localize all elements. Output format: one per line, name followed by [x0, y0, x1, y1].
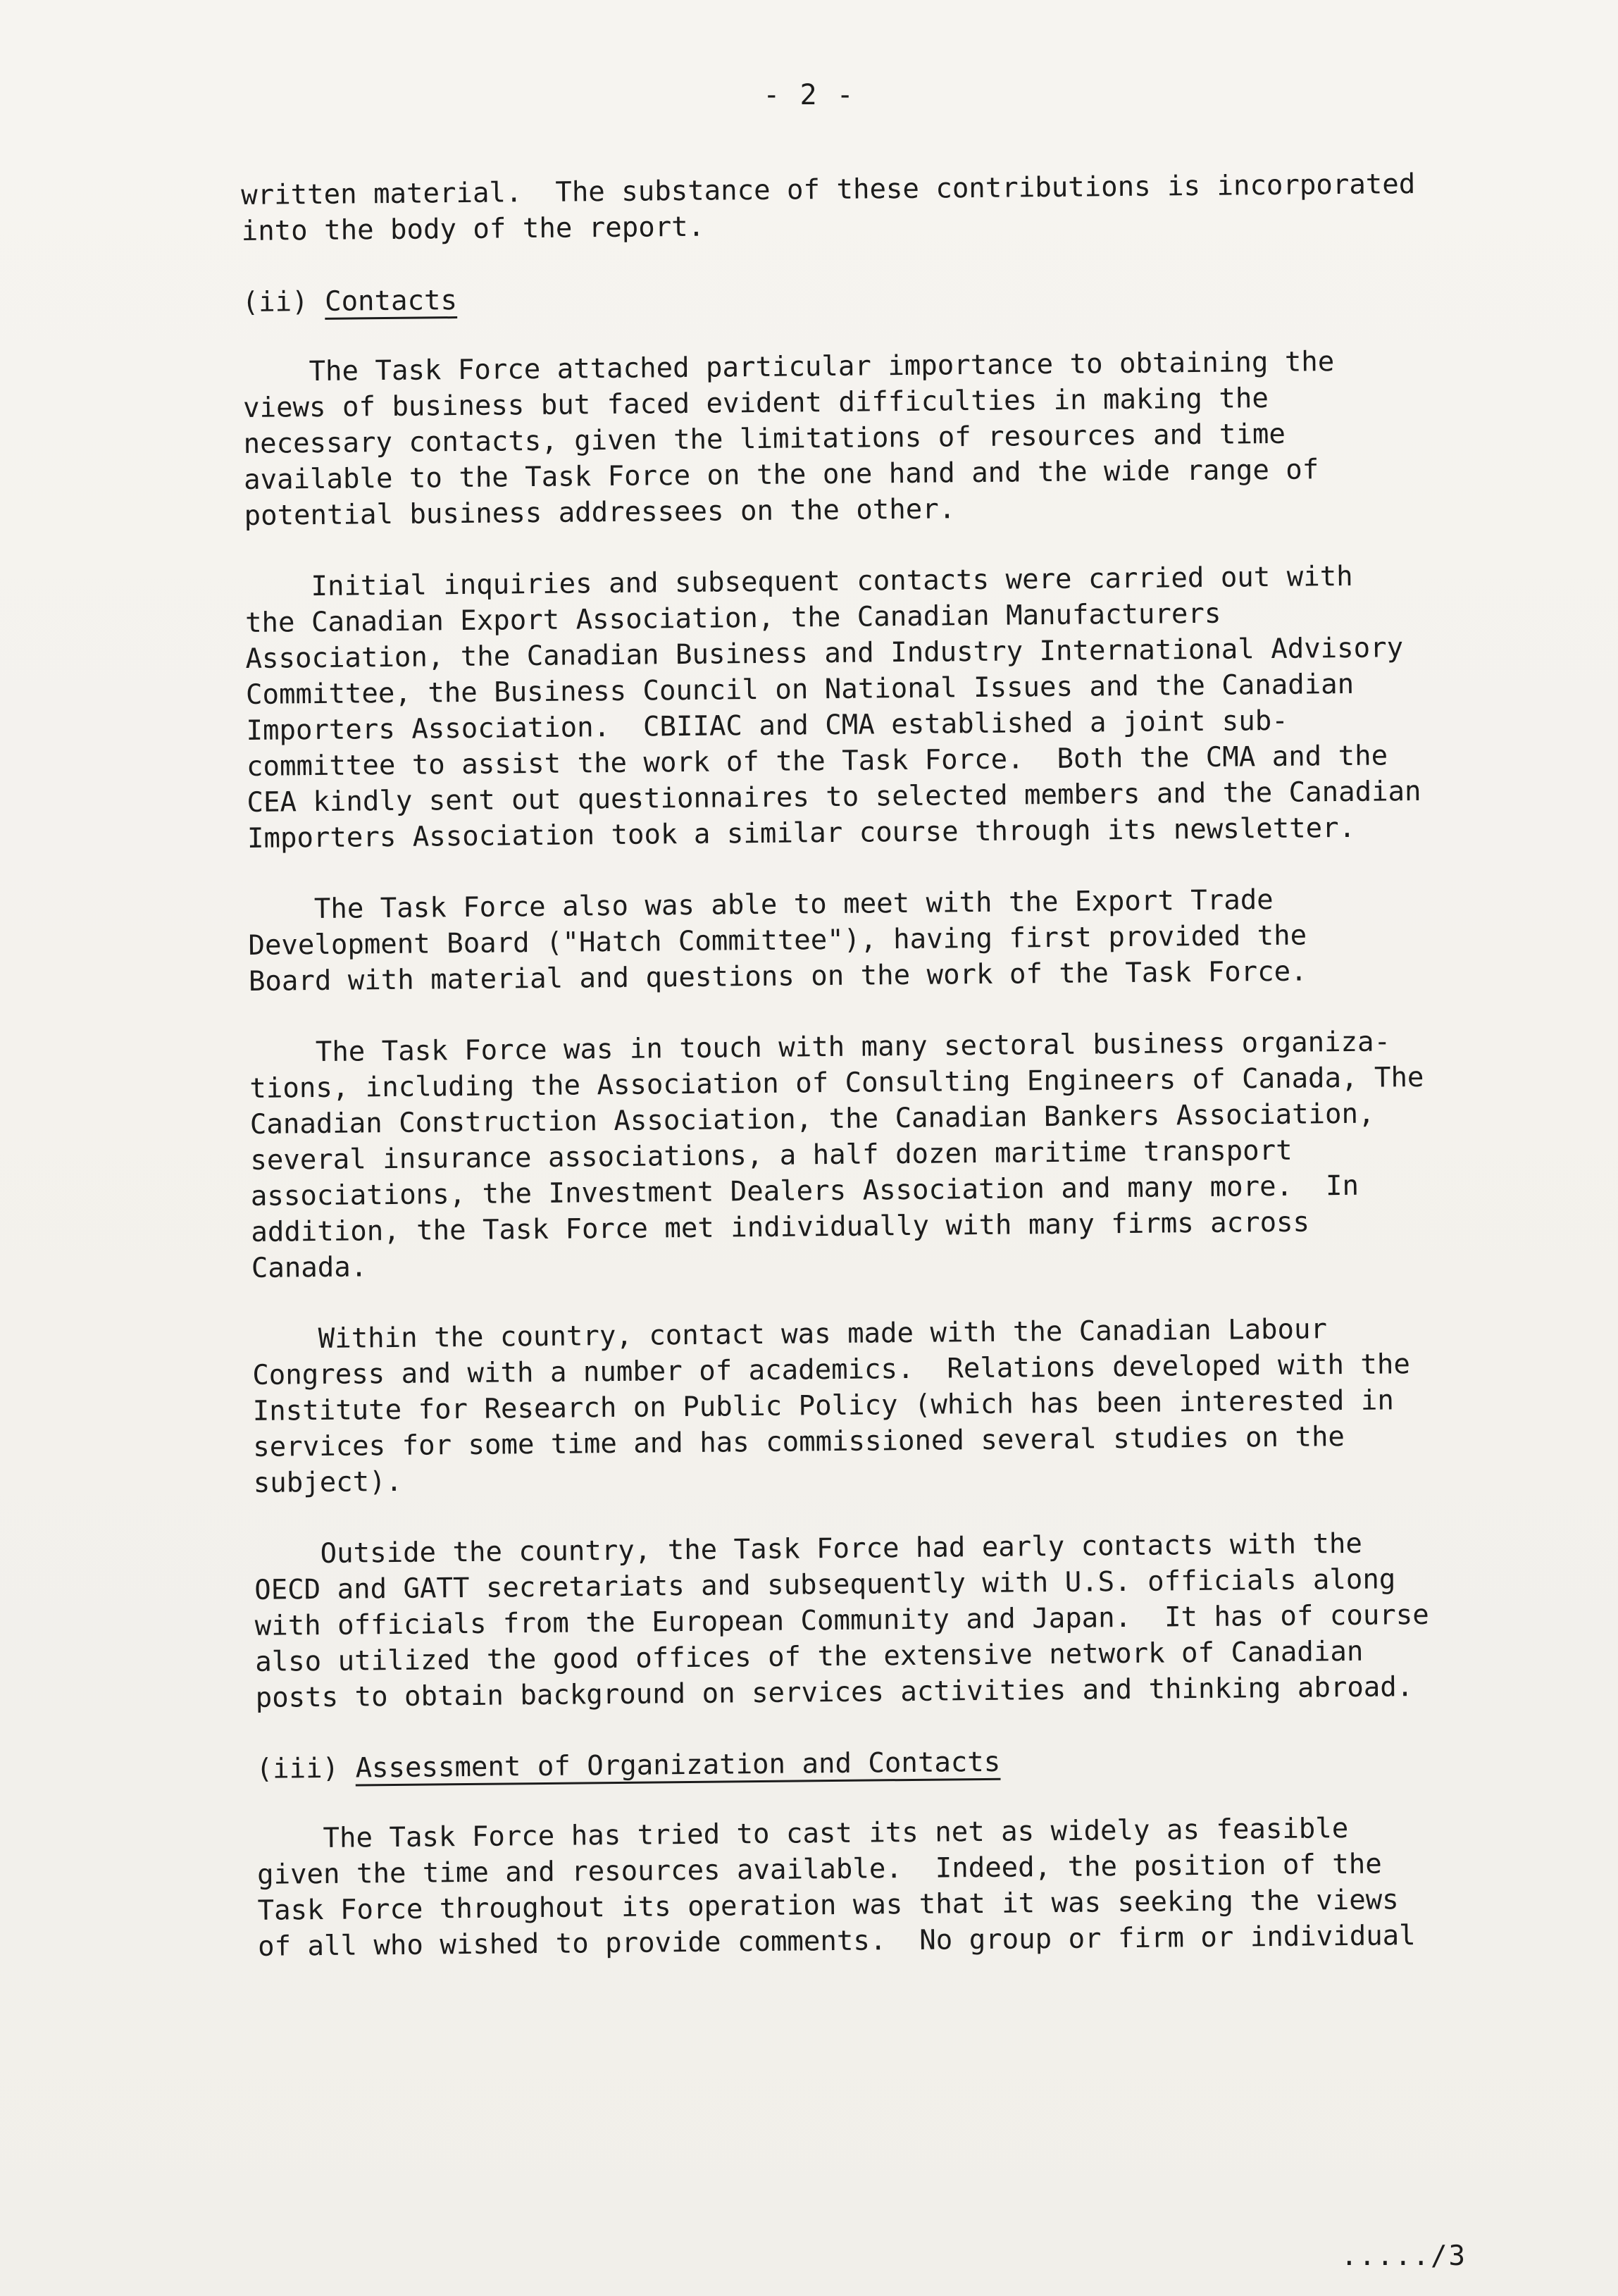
paragraph [244, 557, 1515, 857]
paragraph [248, 880, 1517, 1000]
text-line: services for some time and has commissioned several studies on the [253, 1421, 1345, 1463]
text-line: CEA kindly sent out questionnaires to selected members and the Canadian [247, 775, 1421, 819]
text-line: views of business but faced evident difficulties in making the [242, 383, 1269, 424]
paragraph [254, 1525, 1524, 1716]
text-line: Importers Association took a similar course through its newsletter. [247, 812, 1356, 855]
text-line: Within the country, contact was made with the Canadian Labour [251, 1313, 1328, 1355]
text-line: several insurance associations, a half dozen maritime transport [250, 1134, 1293, 1177]
text-line: given the time and resources available. Indeed, the position of the [256, 1848, 1382, 1891]
text-line: with officials from the European Community and Japan. It has of course [254, 1599, 1429, 1642]
text-line: addition, the Task Force met individually with many firms across [251, 1206, 1310, 1248]
paragraph [249, 1023, 1519, 1286]
section-title: Contacts [324, 285, 458, 318]
section-title: Assessment of Organization and Contacts [355, 1746, 1001, 1785]
text-line: Association, the Canadian Business and Industry International Advisory [245, 632, 1404, 675]
paragraph [242, 342, 1512, 534]
text-line: Canada. [251, 1251, 368, 1284]
text-line: subject). [253, 1465, 403, 1499]
text-line: Board with material and questions on the work of the Task Force. [248, 955, 1307, 998]
text-line: The Task Force was in touch with many sectoral business organiza- [249, 1026, 1391, 1069]
section-number: (ii) [242, 286, 309, 318]
paragraph [241, 166, 1510, 249]
text-line: the Canadian Export Association, the Canadian Manufacturers [244, 597, 1221, 639]
section-heading-assessment [256, 1739, 1524, 1787]
text-line: Congress and with a number of academics. Relations developed with the [252, 1348, 1411, 1391]
continuation-marker: ...../3 [1340, 2240, 1467, 2272]
text-line: OECD and GATT secretariats and subsequently with U.S. officials along [254, 1563, 1396, 1606]
text-line: The Task Force also was able to meet with the Export Trade [247, 883, 1274, 926]
text-line: Outside the country, the Task Force had early contacts with the [254, 1527, 1363, 1570]
text-line: into the body of the report. [241, 211, 705, 247]
text-line: Development Board ("Hatch Committee"), having first provided the [248, 919, 1307, 962]
text-line: The Task Force attached particular importance to obtaining the [242, 346, 1335, 388]
text-line: Task Force throughout its operation was that it was seeking the views [257, 1884, 1399, 1927]
text-line: Committee, the Business Council on National Issues and the Canadian [245, 668, 1355, 711]
text-line: The Task Force has tried to cast its net as widely as feasible [256, 1813, 1349, 1855]
paragraph [256, 1809, 1526, 1965]
text-line: available to the Task Force on the one hand and the wide range of [243, 454, 1319, 496]
text-line: potential business addressees on the other. [244, 493, 956, 532]
section-heading-contacts [242, 273, 1510, 321]
text-line: tions, including the Association of Consulting Engineers of Canada, The [249, 1061, 1424, 1105]
text-line: Canadian Construction Association, the Canadian Bankers Association, [249, 1098, 1375, 1141]
paragraph [252, 1310, 1521, 1501]
text-line: written material. The substance of these contributions is incorporated [241, 168, 1416, 211]
text-line: Institute for Research on Public Policy (which has been interested in [252, 1384, 1395, 1427]
document-body [241, 166, 1526, 2000]
text-line: Initial inquiries and subsequent contacts were carried out with [244, 560, 1353, 603]
text-line: of all who wished to provide comments. No group or firm or individual [257, 1920, 1416, 1963]
text-line: associations, the Investment Dealers Association and many more. In [250, 1169, 1359, 1212]
text-line: committee to assist the work of the Task Force. Both the CMA and the [246, 740, 1388, 783]
text-line: necessary contacts, given the limitations of resources and time [243, 418, 1286, 460]
text-line: Importers Association. CBIIAC and CMA established a joint sub- [246, 705, 1288, 747]
page-number: - 2 - [763, 79, 855, 111]
text-line: posts to obtain background on services activities and thinking abroad. [255, 1671, 1414, 1714]
text-line: also utilized the good offices of the extensive network of Canadian [255, 1635, 1364, 1678]
section-number: (iii) [256, 1752, 340, 1785]
